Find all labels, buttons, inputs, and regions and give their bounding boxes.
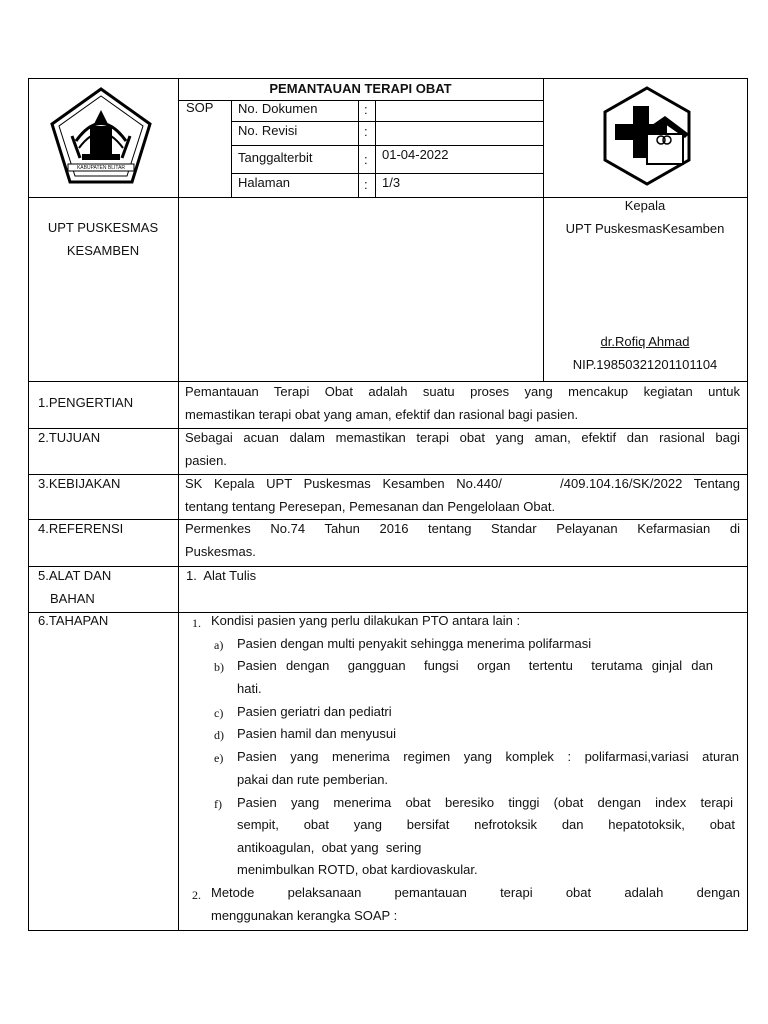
institution-line-1: UPT PUSKESMAS <box>47 220 159 235</box>
row-line <box>178 100 543 101</box>
col-line <box>375 100 376 197</box>
item-f-line-3: antikoagulan, obat yang sering <box>237 840 422 855</box>
item-f-line-2: sempit, obat yang bersifat nefrotoksik dan hepatotoksik, obat <box>237 817 735 832</box>
item-f-marker: f) <box>214 797 222 811</box>
alat-label-line-1: 5.ALAT DAN <box>38 568 112 583</box>
row-line <box>231 173 543 174</box>
item-b-line-2: hati. <box>237 681 262 696</box>
referensi-line-1: Permenkes No.74 Tahun 2016 tentang Standar Pelayanan Kefarmasian di <box>185 521 740 536</box>
referensi-label: 4.REFERENSI <box>38 521 124 536</box>
puskesmas-logo <box>597 86 697 186</box>
doc-number-colon: : <box>364 102 368 117</box>
step-2-line-2: menggunakan kerangka SOAP : <box>211 908 398 923</box>
head-name: dr.Rofiq Ahmad <box>600 334 690 349</box>
page-value: 1/3 <box>382 175 401 190</box>
regency-logo-caption: KABUPATEN BLITAR <box>76 165 126 171</box>
page-label: Halaman <box>238 175 291 190</box>
pengertian-line-1: Pemantauan Terapi Obat adalah suatu proses yang mencakup kegiatan untuk <box>185 384 740 399</box>
row-line <box>28 474 748 475</box>
item-d-line-1: Pasien hamil dan menyusui <box>237 726 396 741</box>
item-a-marker: a) <box>214 638 224 652</box>
tujuan-label: 2.TUJUAN <box>38 430 101 445</box>
head-title: Kepala <box>624 198 666 213</box>
tujuan-line-1: Sebagai acuan dalam memastikan terapi obat yang aman, efektif dan rasional bagi <box>185 430 740 445</box>
step-1-number: 1. <box>192 616 201 630</box>
tujuan-line-2: pasien. <box>185 453 227 468</box>
alat-item: 1. Alat Tulis <box>186 568 257 583</box>
head-organization: UPT PuskesmasKesamben <box>565 221 725 236</box>
row-line <box>231 145 543 146</box>
item-a-line-1: Pasien dengan multi penyakit sehingga menerima polifarmasi <box>237 636 592 651</box>
issue-date-value: 01-04-2022 <box>382 147 449 162</box>
table-border-top <box>28 78 748 79</box>
head-nip: NIP.19850321201101104 <box>572 357 718 372</box>
row-line <box>231 121 543 122</box>
kebijakan-label: 3.KEBIJAKAN <box>38 476 121 491</box>
kebijakan-line-1: SK Kepala UPT Puskesmas Kesamben No.440/ /409.104.16/SK/2022 Tentang <box>185 476 740 491</box>
sop-label: SOP <box>186 100 214 115</box>
item-b-marker: b) <box>214 660 224 674</box>
step-1-text: Kondisi pasien yang perlu dilakukan PTO antara lain : <box>211 613 521 628</box>
regency-logo <box>46 86 156 186</box>
page-colon: : <box>364 177 368 192</box>
col-line <box>358 100 359 197</box>
issue-date-label: Tanggalterbit <box>238 150 313 165</box>
pengertian-line-2: memastikan terapi obat yang aman, efektif dan rasional bagi pasien. <box>185 407 579 422</box>
item-c-marker: c) <box>214 706 224 720</box>
item-e-line-1: Pasien yang menerima regimen yang komplek : polifarmasi,variasi aturan <box>237 749 739 764</box>
alat-label-line-2: BAHAN <box>50 591 95 606</box>
doc-number-label: No. Dokumen <box>238 101 318 116</box>
table-border-left <box>28 78 29 931</box>
row-line <box>28 519 748 520</box>
pengertian-label: 1.PENGERTIAN <box>38 395 134 410</box>
tahapan-label: 6.TAHAPAN <box>38 613 109 628</box>
item-e-marker: e) <box>214 751 224 765</box>
issue-date-colon: : <box>364 152 368 167</box>
table-border-bottom <box>28 930 748 931</box>
document-title: PEMANTAUAN TERAPI OBAT <box>269 81 452 96</box>
table-border-right <box>747 78 748 931</box>
item-e-line-2: pakai dan rute pemberian. <box>237 772 389 787</box>
item-c-line-1: Pasien geriatri dan pediatri <box>237 704 392 719</box>
item-f-line-1: Pasien yang menerima obat beresiko tinggi (obat dengan index terapi <box>237 795 733 810</box>
item-f-line-4: menimbulkan ROTD, obat kardiovaskular. <box>237 862 478 877</box>
revision-label: No. Revisi <box>238 123 298 138</box>
row-line <box>28 566 748 567</box>
referensi-line-2: Puskesmas. <box>185 544 256 559</box>
institution-line-2: KESAMBEN <box>66 243 140 258</box>
step-2-line-1: Metode pelaksanaan pemantauan terapi obat adalah dengan <box>211 885 740 900</box>
row-line <box>28 428 748 429</box>
revision-colon: : <box>364 124 368 139</box>
row-line <box>28 381 748 382</box>
col-line <box>231 100 232 197</box>
item-d-marker: d) <box>214 728 224 742</box>
item-b-line-1: Pasien dengan gangguan fungsi organ tertentu terutama ginjal dan <box>237 658 713 673</box>
step-2-number: 2. <box>192 888 201 902</box>
kebijakan-line-2: tentang tentang Peresepan, Pemesanan dan Pengelolaan Obat. <box>185 499 556 514</box>
col-line <box>178 78 179 931</box>
